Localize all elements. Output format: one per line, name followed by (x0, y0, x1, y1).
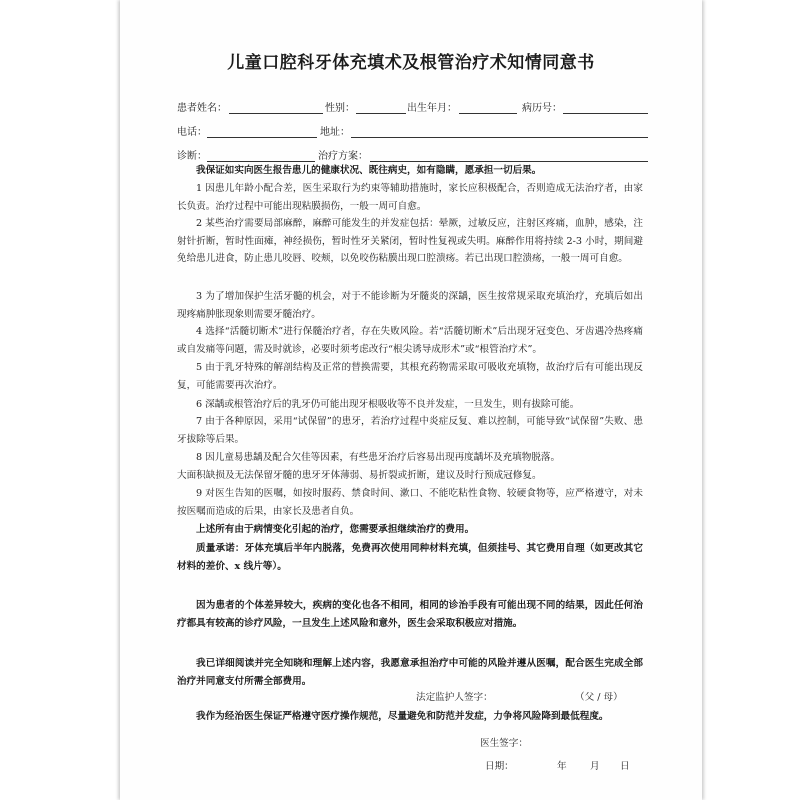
risk-item-8-continued: 大面积缺损及无法保留牙髓的患牙牙体薄弱、易折裂或折断，建议及时行预成冠修复。 (177, 470, 542, 481)
guardian-relation: （父 / 母） (575, 692, 623, 703)
risk-statement: 因为患者的个体差异较大，疾病的变化也各不相同，相同的诊治手段有可能出现不同的结果，因此任何治疗都具有较高的诊疗风险，一旦发生上述风险和意外，医生会采取积极应对措施。 (177, 600, 643, 629)
form-title: 儿童口腔科牙体充填术及根管治疗术知情同意书 (227, 53, 595, 73)
guardian-signature-label: 法定监护人签字： (416, 692, 493, 703)
birth-label: 出生年月： (407, 103, 457, 114)
guardian-consent: 我已详细阅读并完全知晓和理解上述内容，我愿意承担治疗中可能的风险并遵从医嘱，配合医生完成全部治疗并同意支付所需全部费用。 (177, 658, 643, 687)
patient-name-label: 患者姓名： (177, 103, 227, 114)
patient-name-field[interactable] (229, 112, 323, 114)
gender-label: 性别： (325, 103, 355, 114)
date-year: 年 (557, 761, 567, 772)
risk-item-6: 6 深龋或根管治疗后的乳牙仍可能出现牙根吸收等不良并发症，一旦发生，则有拔除可能。 (196, 399, 580, 410)
diagnosis-label: 诊断： (177, 151, 207, 162)
patient-info-row (177, 98, 647, 114)
diagnosis-row (177, 146, 647, 162)
risk-item-7: 7 由于各种原因，采用“试保留”的患牙，若治疗过程中炎症反复、难以控制，可能导致“试保留”失败、患牙拔除等后果。 (177, 416, 643, 445)
risk-item-9: 9 对医生告知的医嘱，如按时服药、禁食时间、漱口、不能吃粘性食物、较硬食物等，应严格遵守，对未按医嘱而造成的后果，由家长及患者自负。 (177, 488, 643, 517)
continued-treatment-note: 上述所有由于病情变化引起的治疗，您需要承担继续治疗的费用。 (196, 524, 475, 535)
doctor-promise: 我作为经治医生保证严格遵守医疗操作规范，尽量避免和防范并发症，力争将风险降到最低程度。 (196, 711, 609, 722)
risk-item-8: 8 因儿童易患龋及配合欠佳等因素，有些患牙治疗后容易出现再度龋坏及充填物脱落。 (196, 452, 561, 463)
date-label: 日期： (485, 761, 514, 772)
address-label: 地址： (320, 127, 350, 138)
quality-promise: 质量承诺：牙体充填后半年内脱落，免费再次使用同种材料充填，但须挂号、其它费用自理（如更改其它材料的差价、x 线片等）。 (177, 543, 643, 572)
intro-paragraph: 我保证如实向医生报告患儿的健康状况、既往病史，如有隐瞒，愿承担一切后果。 (196, 165, 542, 176)
phone-field[interactable] (207, 136, 317, 138)
contact-row (177, 122, 647, 138)
doctor-signature-label: 医生签字： (480, 738, 528, 749)
birth-field[interactable] (459, 112, 517, 114)
phone-label: 电话： (177, 127, 207, 138)
date-day: 日 (620, 761, 630, 772)
date-month: 月 (590, 761, 600, 772)
risk-item-4: 4 选择“活髓切断术”进行保髓治疗者，存在失败风险。若“活髓切断术”后出现牙冠变色、牙齿遇冷热疼痛或自发痛等问题，需及时就诊，必要时须考虑改行“根尖诱导成形术”或“根管治疗术”。 (177, 326, 643, 355)
consent-form-page (120, 0, 702, 800)
risk-item-1: 1 因患儿年龄小配合差，医生采取行为约束等辅助措施时，家长应积极配合，否则造成无法治疗者，由家长负责。治疗过程中可能出现粘膜损伤，一般一周可自愈。 (177, 183, 643, 212)
treatment-plan-label: 治疗方案： (318, 151, 368, 162)
record-number-label: 病历号： (522, 103, 562, 114)
gender-field[interactable] (356, 112, 406, 114)
risk-item-5: 5 由于乳牙特殊的解剖结构及正常的替换需要，其根充药物需采取可吸收充填物，故治疗后有可能出现反复，可能需要再次治疗。 (177, 362, 643, 391)
risk-item-3: 3 为了增加保护生活牙髓的机会，对于不能诊断为牙髓炎的深龋，医生按常规采取充填治疗，充填后如出现疼痛肿胀现象则需要牙髓治疗。 (177, 291, 643, 320)
record-number-field[interactable] (563, 112, 648, 114)
risk-item-2: 2 某些治疗需要局部麻醉，麻醉可能发生的并发症包括：晕厥，过敏反应，注射区疼痛，血肿，感染，注射针折断，暂时性面瘫，神经损伤，暂时性牙关紧闭，暂时性复视或失明。麻醉作用将持续 2-3 小时，期间避免给患儿进食，防止患儿咬唇、咬颊，以免咬伤粘膜出现口腔溃疡。若已出现口腔溃疡，一般一周可自愈。 (177, 218, 643, 265)
address-field[interactable] (351, 136, 648, 138)
